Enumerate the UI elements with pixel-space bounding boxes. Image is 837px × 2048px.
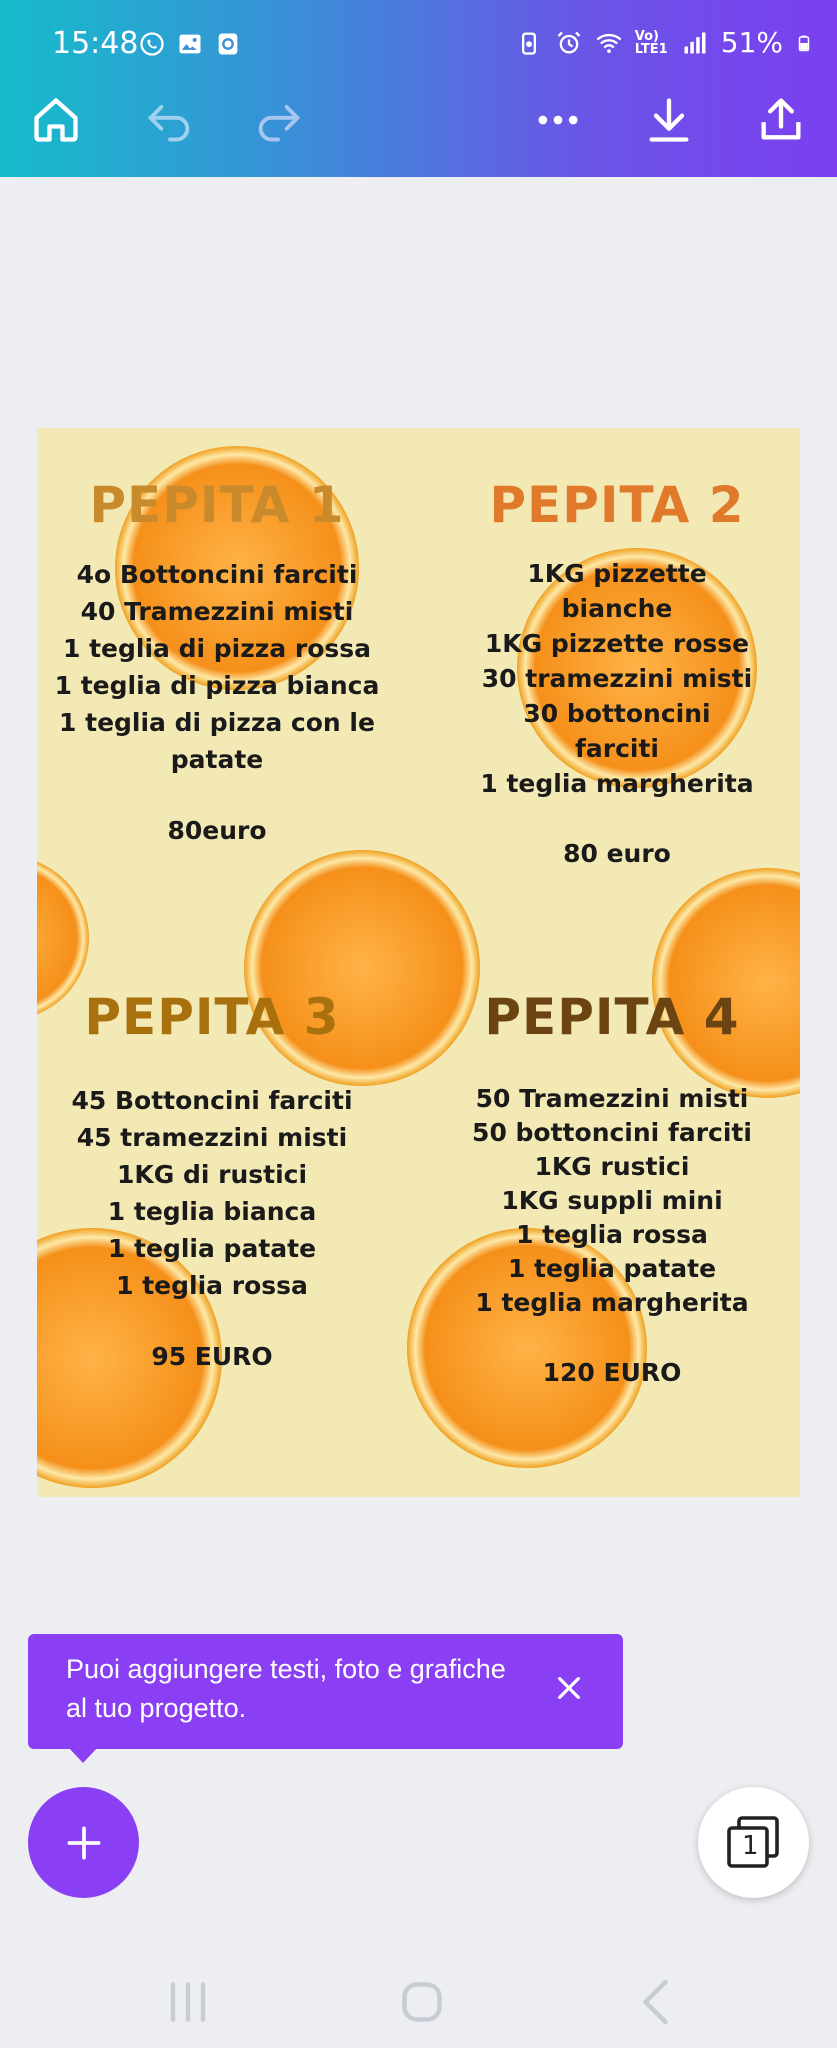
pepita-3-price: 95 EURO <box>151 1342 273 1371</box>
pepita-1-line: 1 teglia di pizza bianca <box>54 671 380 700</box>
download-icon <box>643 94 695 146</box>
pepita-2-price: 80 euro <box>563 839 671 868</box>
pepita-3-line: 1 teglia patate <box>107 1234 317 1263</box>
pepita-3-block <box>37 988 387 1371</box>
pepita-3-line: 1 teglia bianca <box>107 1197 317 1226</box>
pepita-2-block <box>442 476 792 868</box>
more-icon <box>532 94 584 146</box>
redo-icon <box>252 94 304 146</box>
battery-percent: 51% <box>720 26 783 59</box>
battery-saver-icon <box>515 29 543 57</box>
pepita-2-line: 1KG pizzette <box>527 559 707 588</box>
app-notification-icon <box>214 30 242 58</box>
pepita-4-line: 1KG rustici <box>534 1152 690 1181</box>
pepita-4-line: 1 teglia patate <box>507 1254 717 1283</box>
gallery-icon <box>176 30 204 58</box>
pepita-3-line: 1 teglia rossa <box>116 1271 308 1300</box>
status-time: 15:48 <box>52 26 139 61</box>
pepita-4-title: PEPITA 4 <box>484 988 740 1046</box>
pepita-4-line: 50 Tramezzini misti <box>475 1084 749 1113</box>
pepita-1-line: patate <box>170 745 264 774</box>
design-canvas[interactable] <box>37 428 800 1497</box>
pepita-1-price: 80euro <box>167 816 267 845</box>
pepita-3-line: 1KG di rustici <box>116 1160 308 1189</box>
home-icon <box>30 94 82 146</box>
recent-apps-icon[interactable] <box>158 1972 218 2032</box>
pepita-1-line: 1 teglia di pizza con le <box>59 708 375 737</box>
pepita-1-line: 1 teglia di pizza rossa <box>62 634 372 663</box>
pepita-1-title: PEPITA 1 <box>89 476 345 534</box>
pepita-1-block <box>42 476 392 845</box>
pages-count: 1 <box>742 1831 759 1861</box>
home-button[interactable] <box>26 90 86 150</box>
battery-icon <box>795 29 813 57</box>
pepita-2-title: PEPITA 2 <box>489 476 745 534</box>
pepita-2-line: 30 bottoncini <box>523 699 711 728</box>
plus-icon <box>62 1821 106 1865</box>
pepita-2-line: 30 tramezzini misti <box>481 664 753 693</box>
whatsapp-icon <box>138 30 166 58</box>
pepita-4-line: 1 teglia rossa <box>516 1220 708 1249</box>
more-button[interactable] <box>528 90 588 150</box>
pepita-3-line: 45 tramezzini misti <box>76 1123 348 1152</box>
tooltip-text: Puoi aggiungere testi, foto e grafiche al tuo progetto. <box>66 1654 506 1723</box>
pages-button[interactable] <box>698 1787 809 1898</box>
pepita-2-line: farciti <box>575 734 659 763</box>
system-nav-bar <box>0 1950 837 2048</box>
status-icons-right <box>515 26 813 59</box>
share-icon <box>755 94 807 146</box>
pepita-2-line: 1 teglia margherita <box>480 769 754 798</box>
close-icon[interactable] <box>553 1672 585 1704</box>
home-nav-icon[interactable] <box>392 1972 452 2032</box>
top-header <box>0 0 837 177</box>
alarm-icon <box>555 29 583 57</box>
pepita-4-line: 1KG suppli mini <box>501 1186 723 1215</box>
download-button[interactable] <box>639 90 699 150</box>
hint-tooltip <box>28 1634 623 1749</box>
undo-icon <box>144 94 196 146</box>
add-button[interactable] <box>28 1787 139 1898</box>
pepita-1-line: 4o Bottoncini farciti <box>76 560 358 589</box>
pepita-2-line: 1KG pizzette rosse <box>484 629 750 658</box>
pepita-1-line: 40 Tramezzini misti <box>80 597 354 626</box>
network-label: Vo) LTE1 <box>634 28 668 57</box>
pepita-3-line: 45 Bottoncini farciti <box>71 1086 353 1115</box>
pepita-4-line: 50 bottoncini farciti <box>472 1118 752 1147</box>
redo-button[interactable] <box>248 90 308 150</box>
wifi-icon <box>595 29 623 57</box>
share-button[interactable] <box>751 90 811 150</box>
pepita-3-title: PEPITA 3 <box>84 988 340 1046</box>
pepita-4-price: 120 EURO <box>542 1358 682 1387</box>
undo-button[interactable] <box>140 90 200 150</box>
back-icon[interactable] <box>628 1972 688 2032</box>
status-icons-left <box>138 30 242 58</box>
signal-icon <box>681 29 709 57</box>
pepita-2-line: bianche <box>561 594 673 623</box>
tooltip-arrow <box>68 1747 98 1763</box>
pepita-4-block <box>437 988 787 1387</box>
pepita-4-line: 1 teglia margherita <box>475 1288 749 1317</box>
